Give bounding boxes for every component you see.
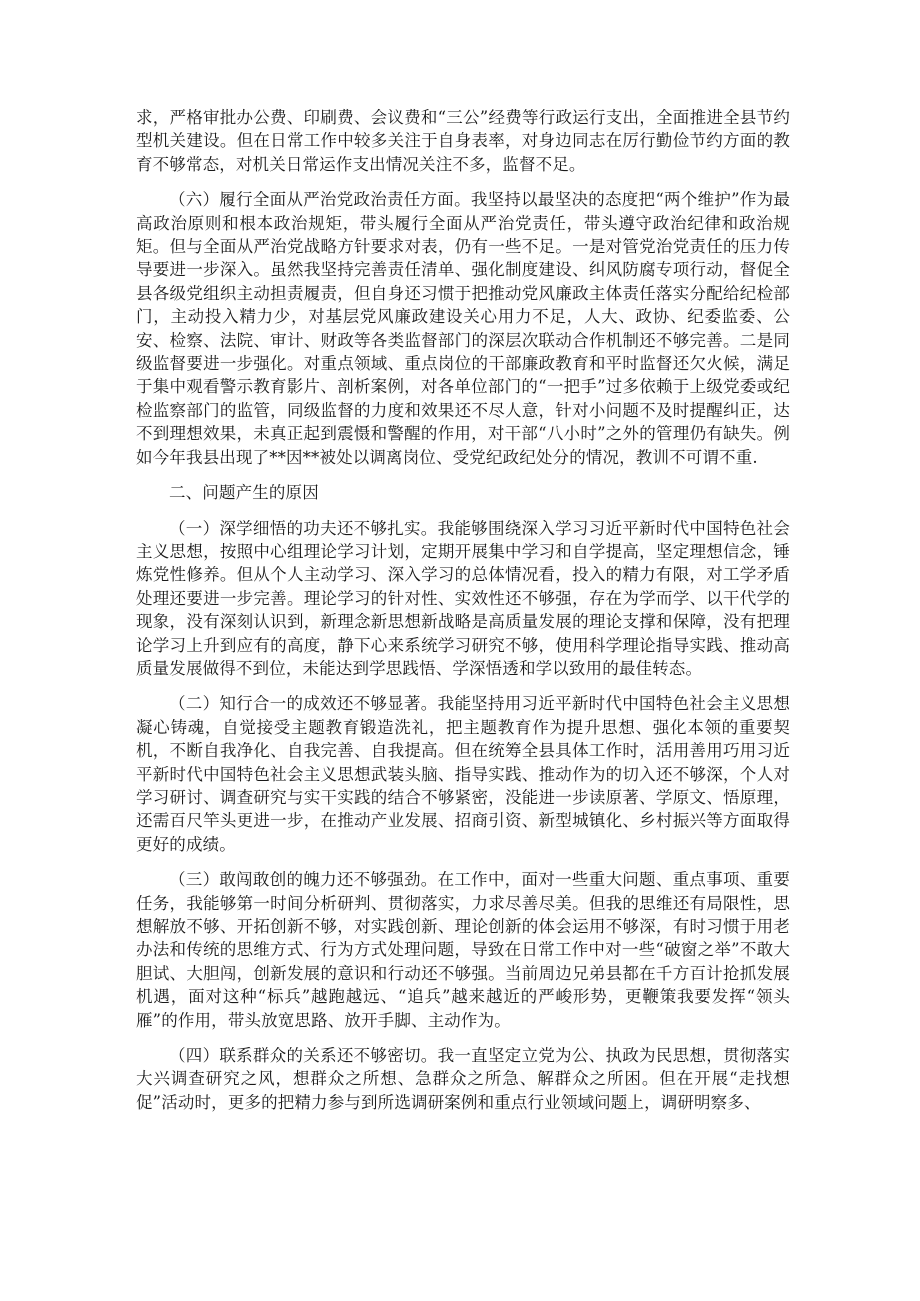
paragraph-section-6: （六）履行全面从严治党政治责任方面。我坚持以最坚决的态度把“两个维护”作为最高政治原则和根本政治规矩，带头履行全面从严治党责任，带头遵守政治纪律和政治规矩。但与全面从严治党战略方针要求对表，仍有一些不足。一是对管党治党责任的压力传导要进一步深入。虽然我坚持完善责任清单、强化制度建设、纠风防腐专项行动，督促全县各级党组织主动担责履责，但自身还习惯于把推动党风廉政主体责任落实分配给纪检部门，主动投入精力少，对基层党风廉政建设关心用力不足，人大、政协、纪委监委、公安、检察、法院、审计、财政等各类监督部门的深层次联动合作机制还不够完善。二是同级监督要进一步强化。对重点领域、重点岗位的干部廉政教育和平时监督还欠火候，满足于集中观看警示教育影片、剖析案例，对各单位部门的“一把手”过多依赖于上级党委或纪检监察部门的监管，同级监督的力度和效果还不尽人意，针对小问题不及时提醒纠正，达不到理想效果，未真正起到震慑和警醒的作用，对干部“八小时”之外的管理仍有缺失。例如今年我县出现了**因**被处以调离岗位、受党纪政纪处分的情况，教训不可谓不重. xyxy=(136,190,790,467)
paragraph-cause-4: （四）联系群众的关系还不够密切。我一直坚定立党为公、执政为民思想，贯彻落实大兴调查研究之风，想群众之所想、急群众之所急、解群众之所困。但在开展“走找想促”活动时，更多的把精力参与到所选调研案例和重点行业领域问题上，调研明察多、 xyxy=(136,1046,790,1112)
paragraph-continuation: 求，严格审批办公费、印刷费、会议费和“三公”经费等行政运行支出，全面推进全县节约型机关建设。但在日常工作中较多关注于自身表率，对身边同志在厉行勤俭节约方面的教育不够常态，对机关日常运作支出情况关注不多，监督不足。 xyxy=(136,108,790,174)
paragraph-cause-1: （一）深学细悟的功夫还不够扎实。我能够围绕深入学习习近平新时代中国特色社会主义思想，按照中心组理论学习计划，定期开展集中学习和自学提高，坚定理想信念，锤炼党性修养。但从个人主动学习、深入学习的总体情况看，投入的精力有限，对工学矛盾处理还要进一步完善。理论学习的针对性、实效性还不够强，存在为学而学、以干代学的现象，没有深刻认识到，新理念新思想新战略是高质量发展的理论支撑和保障，没有把理论学习上升到应有的高度，静下心来系统学习研究不够，使用科学理论指导实践、推动高质量发展做得不到位，未能达到学思践悟、学深悟透和学以致用的最佳转态。 xyxy=(136,518,790,678)
paragraph-cause-2: （二）知行合一的成效还不够显著。我能坚持用习近平新时代中国特色社会主义思想凝心铸魂，自觉接受主题教育锻造洗礼，把主题教育作为提升思想、强化本领的重要契机，不断自我净化、自我完善、自我提高。但在统筹全县具体工作时，活用善用巧用习近平新时代中国特色社会主义思想武装头脑、指导实践、推动作为的切入还不够深，个人对学习研讨、调查研究与实干实践的结合不够紧密，没能进一步读原著、学原文、悟原理，还需百尺竿头更进一步，在推动产业发展、招商引资、新型城镇化、乡村振兴等方面取得更好的成绩。 xyxy=(136,694,790,854)
document-page xyxy=(136,106,790,1126)
section-heading-causes: 二、问题产生的原因 xyxy=(169,483,319,503)
paragraph-cause-3: （三）敢闯敢创的魄力还不够强劲。在工作中，面对一些重大问题、重点事项、重要任务，我能够第一时间分析研判、贯彻落实，力求尽善尽美。但我的思维还有局限性，思想解放不够、开拓创新不够，对实践创新、理论创新的体会运用不够深，有时习惯于用老办法和传统的思维方式、行为方式处理问题，导致在日常工作中对一些“破窗之举”不敢大胆试、大胆闯，创新发展的意识和行动还不够强。当前周边兄弟县都在千方百计抢抓发展机遇，面对这种“标兵”越跑越远、“追兵”越来越近的严峻形势，更鞭策我要发挥“领头雁”的作用，带头放宽思路、放开手脚、主动作为。 xyxy=(136,870,790,1030)
